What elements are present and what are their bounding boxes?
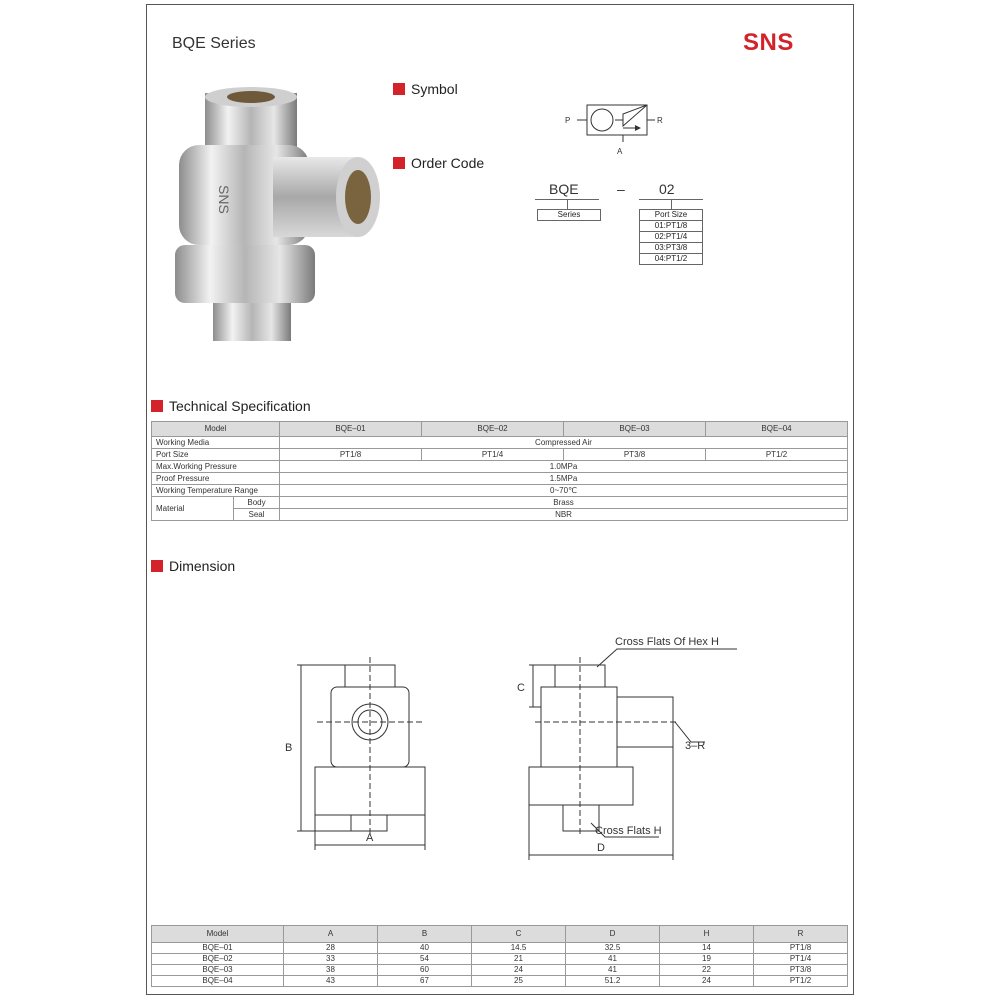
row-label: Port Size bbox=[152, 449, 280, 461]
dim-b-label: B bbox=[285, 742, 293, 754]
tech-spec-heading: Technical Specification bbox=[151, 398, 311, 414]
table-cell: 24 bbox=[472, 965, 566, 976]
cross-flats-label: Cross Flats H bbox=[595, 825, 662, 837]
red-square-icon bbox=[393, 83, 405, 95]
table-cell: 32.5 bbox=[566, 943, 660, 954]
port-size-options bbox=[639, 209, 703, 265]
port-option: 02:PT1/4 bbox=[639, 232, 703, 243]
dimension-table bbox=[151, 925, 848, 987]
table-row bbox=[152, 926, 848, 943]
table-header: B bbox=[378, 926, 472, 943]
table-cell: 19 bbox=[660, 954, 754, 965]
dim-a-label: A bbox=[366, 832, 374, 844]
catalog-page bbox=[146, 4, 854, 995]
table-cell: 43 bbox=[284, 976, 378, 987]
table-cell: 40 bbox=[378, 943, 472, 954]
table-cell: 1.5MPa bbox=[280, 473, 848, 485]
table-cell: PT3/8 bbox=[564, 449, 706, 461]
table-cell: BQE–03 bbox=[152, 965, 284, 976]
table-cell: 21 bbox=[472, 954, 566, 965]
table-cell: NBR bbox=[280, 509, 848, 521]
photo-engraving: SNS bbox=[216, 185, 232, 214]
series-connector bbox=[567, 200, 568, 209]
table-header: BQE–02 bbox=[422, 422, 564, 437]
port-connector bbox=[671, 200, 672, 209]
table-row bbox=[152, 461, 848, 473]
dim-d-label: D bbox=[597, 842, 605, 854]
table-header: Model bbox=[152, 422, 280, 437]
table-cell: BQE–04 bbox=[152, 976, 284, 987]
table-cell: 14.5 bbox=[472, 943, 566, 954]
table-row bbox=[152, 485, 848, 497]
table-header: C bbox=[472, 926, 566, 943]
port-size-label: Port Size bbox=[639, 209, 703, 221]
row-label: Working Media bbox=[152, 437, 280, 449]
table-row bbox=[152, 943, 848, 954]
table-header: BQE–03 bbox=[564, 422, 706, 437]
table-header: BQE–01 bbox=[280, 422, 422, 437]
table-cell: PT1/2 bbox=[754, 976, 848, 987]
table-header: BQE–04 bbox=[706, 422, 848, 437]
table-row bbox=[152, 437, 848, 449]
table-cell: PT1/2 bbox=[706, 449, 848, 461]
red-square-icon bbox=[151, 400, 163, 412]
table-cell: Compressed Air bbox=[280, 437, 848, 449]
red-square-icon bbox=[151, 560, 163, 572]
table-cell: PT1/8 bbox=[280, 449, 422, 461]
table-cell: 51.2 bbox=[566, 976, 660, 987]
order-dash: – bbox=[617, 181, 625, 197]
table-row bbox=[152, 497, 848, 509]
row-sublabel: Seal bbox=[234, 509, 280, 521]
row-sublabel: Body bbox=[234, 497, 280, 509]
table-header: D bbox=[566, 926, 660, 943]
dimension-drawing bbox=[267, 625, 747, 870]
table-cell: 38 bbox=[284, 965, 378, 976]
row-label: Working Temperature Range bbox=[152, 485, 280, 497]
table-cell: PT1/4 bbox=[422, 449, 564, 461]
symbol-a-label: A bbox=[617, 147, 623, 156]
table-row bbox=[152, 449, 848, 461]
table-cell: PT3/8 bbox=[754, 965, 848, 976]
symbol-p-label: P bbox=[565, 116, 571, 125]
row-label: Max.Working Pressure bbox=[152, 461, 280, 473]
table-cell: 54 bbox=[378, 954, 472, 965]
table-row bbox=[152, 422, 848, 437]
table-cell: 28 bbox=[284, 943, 378, 954]
table-row bbox=[152, 976, 848, 987]
symbol-heading: Symbol bbox=[393, 81, 458, 97]
table-cell: 60 bbox=[378, 965, 472, 976]
table-cell: 33 bbox=[284, 954, 378, 965]
row-label: Proof Pressure bbox=[152, 473, 280, 485]
cross-flats-hex-label: Cross Flats Of Hex H bbox=[615, 636, 719, 648]
table-cell: 41 bbox=[566, 954, 660, 965]
table-row bbox=[152, 509, 848, 521]
table-cell: Brass bbox=[280, 497, 848, 509]
dimension-heading: Dimension bbox=[151, 558, 235, 574]
table-header: H bbox=[660, 926, 754, 943]
table-header: R bbox=[754, 926, 848, 943]
order-code-heading: Order Code bbox=[393, 155, 484, 171]
brand-logo: SNS bbox=[743, 29, 794, 56]
table-row bbox=[152, 473, 848, 485]
port-option: 04:PT1/2 bbox=[639, 254, 703, 265]
table-cell: 24 bbox=[660, 976, 754, 987]
table-cell: 67 bbox=[378, 976, 472, 987]
series-title: BQE Series bbox=[172, 35, 256, 52]
table-cell: 22 bbox=[660, 965, 754, 976]
table-header: Model bbox=[152, 926, 284, 943]
product-photo bbox=[161, 85, 391, 350]
dim-c-label: C bbox=[517, 682, 525, 694]
table-cell: 41 bbox=[566, 965, 660, 976]
symbol-r-label: R bbox=[657, 116, 663, 125]
three-r-label: 3–R bbox=[685, 740, 706, 752]
series-label-box: Series bbox=[537, 209, 601, 221]
row-label: Material bbox=[152, 497, 234, 521]
table-cell: BQE–02 bbox=[152, 954, 284, 965]
table-cell: 0~70℃ bbox=[280, 485, 848, 497]
port-option: 03:PT3/8 bbox=[639, 243, 703, 254]
symbol-diagram bbox=[557, 100, 667, 160]
port-option: 01:PT1/8 bbox=[639, 221, 703, 232]
table-row bbox=[152, 954, 848, 965]
table-row bbox=[152, 965, 848, 976]
table-cell: 25 bbox=[472, 976, 566, 987]
order-port-code: 02 bbox=[659, 181, 675, 197]
red-square-icon bbox=[393, 157, 405, 169]
table-cell: BQE–01 bbox=[152, 943, 284, 954]
table-cell: PT1/4 bbox=[754, 954, 848, 965]
table-cell: 14 bbox=[660, 943, 754, 954]
table-cell: PT1/8 bbox=[754, 943, 848, 954]
table-header: A bbox=[284, 926, 378, 943]
order-series-code: BQE bbox=[549, 181, 579, 197]
tech-spec-table bbox=[151, 421, 848, 521]
table-cell: 1.0MPa bbox=[280, 461, 848, 473]
